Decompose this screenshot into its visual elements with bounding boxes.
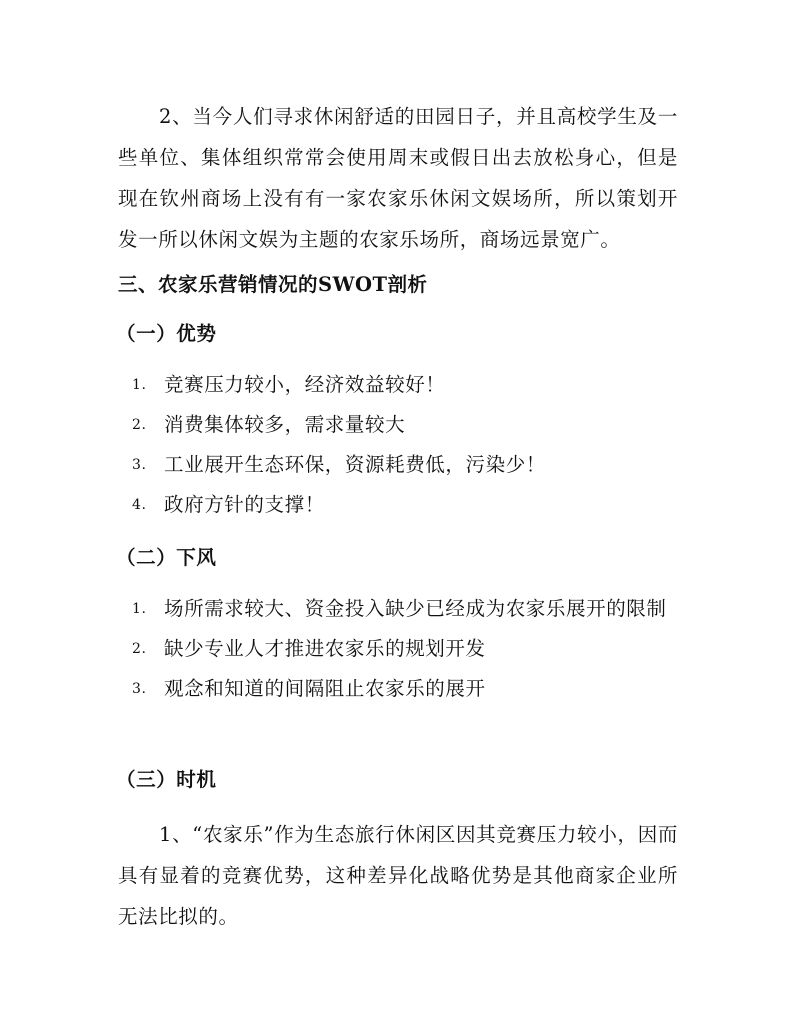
- intro-paragraph: 2、当今人们寻求休闲舒适的田园日子，并且高校学生及一些单位、集体组织常常会使用周末或假日出去放松身心，但是现在钦州商场上没有有一家农家乐休闲文娱场所，所以策划开发一所以休闲文娱为主题的农家乐场所，商场远景宽广。: [118, 105, 678, 251]
- list-item-text: 竞赛压力较小，经济效益较好！: [164, 373, 446, 396]
- strengths-heading: （一）优势: [116, 322, 217, 345]
- list-item: [118, 405, 678, 445]
- list-item-text: 缺少专业人才推进农家乐的规划开发: [164, 637, 486, 660]
- list-item-text: 消费集体较多，需求量较大: [164, 413, 406, 436]
- section-heading-swot: 三、农家乐营销情况的SWOT剖析: [118, 273, 428, 296]
- strengths-list: [118, 365, 678, 525]
- list-item-text: 工业展开生态环保，资源耗费低，污染少！: [164, 453, 546, 476]
- list-item: [118, 485, 678, 525]
- list-number: 2.: [132, 417, 147, 433]
- list-number: 3.: [132, 457, 147, 473]
- opportunities-heading: （三）时机: [116, 768, 217, 791]
- list-number: 4.: [132, 497, 147, 513]
- list-item: [118, 589, 678, 629]
- list-item: [118, 365, 678, 405]
- weaknesses-list: [118, 589, 678, 709]
- list-item-text: 观念和知道的间隔阻止农家乐的展开: [164, 677, 486, 700]
- list-number: 2.: [132, 641, 147, 657]
- opportunities-paragraph: 1、“农家乐”作为生态旅行休闲区因其竞赛压力较小，因而具有显着的竞赛优势，这种差异化战略优势是其他商家企业所无法比拟的。: [118, 823, 678, 928]
- list-item-text: 场所需求较大、资金投入缺少已经成为农家乐展开的限制: [164, 597, 667, 620]
- weaknesses-heading: （二）下风: [116, 546, 217, 569]
- list-item: [118, 629, 678, 669]
- list-item: [118, 669, 678, 709]
- list-item: [118, 445, 678, 485]
- list-number: 1.: [132, 601, 147, 617]
- list-item-text: 政府方针的支撑！: [164, 493, 325, 516]
- list-number: 3.: [132, 681, 147, 697]
- list-number: 1.: [132, 377, 147, 393]
